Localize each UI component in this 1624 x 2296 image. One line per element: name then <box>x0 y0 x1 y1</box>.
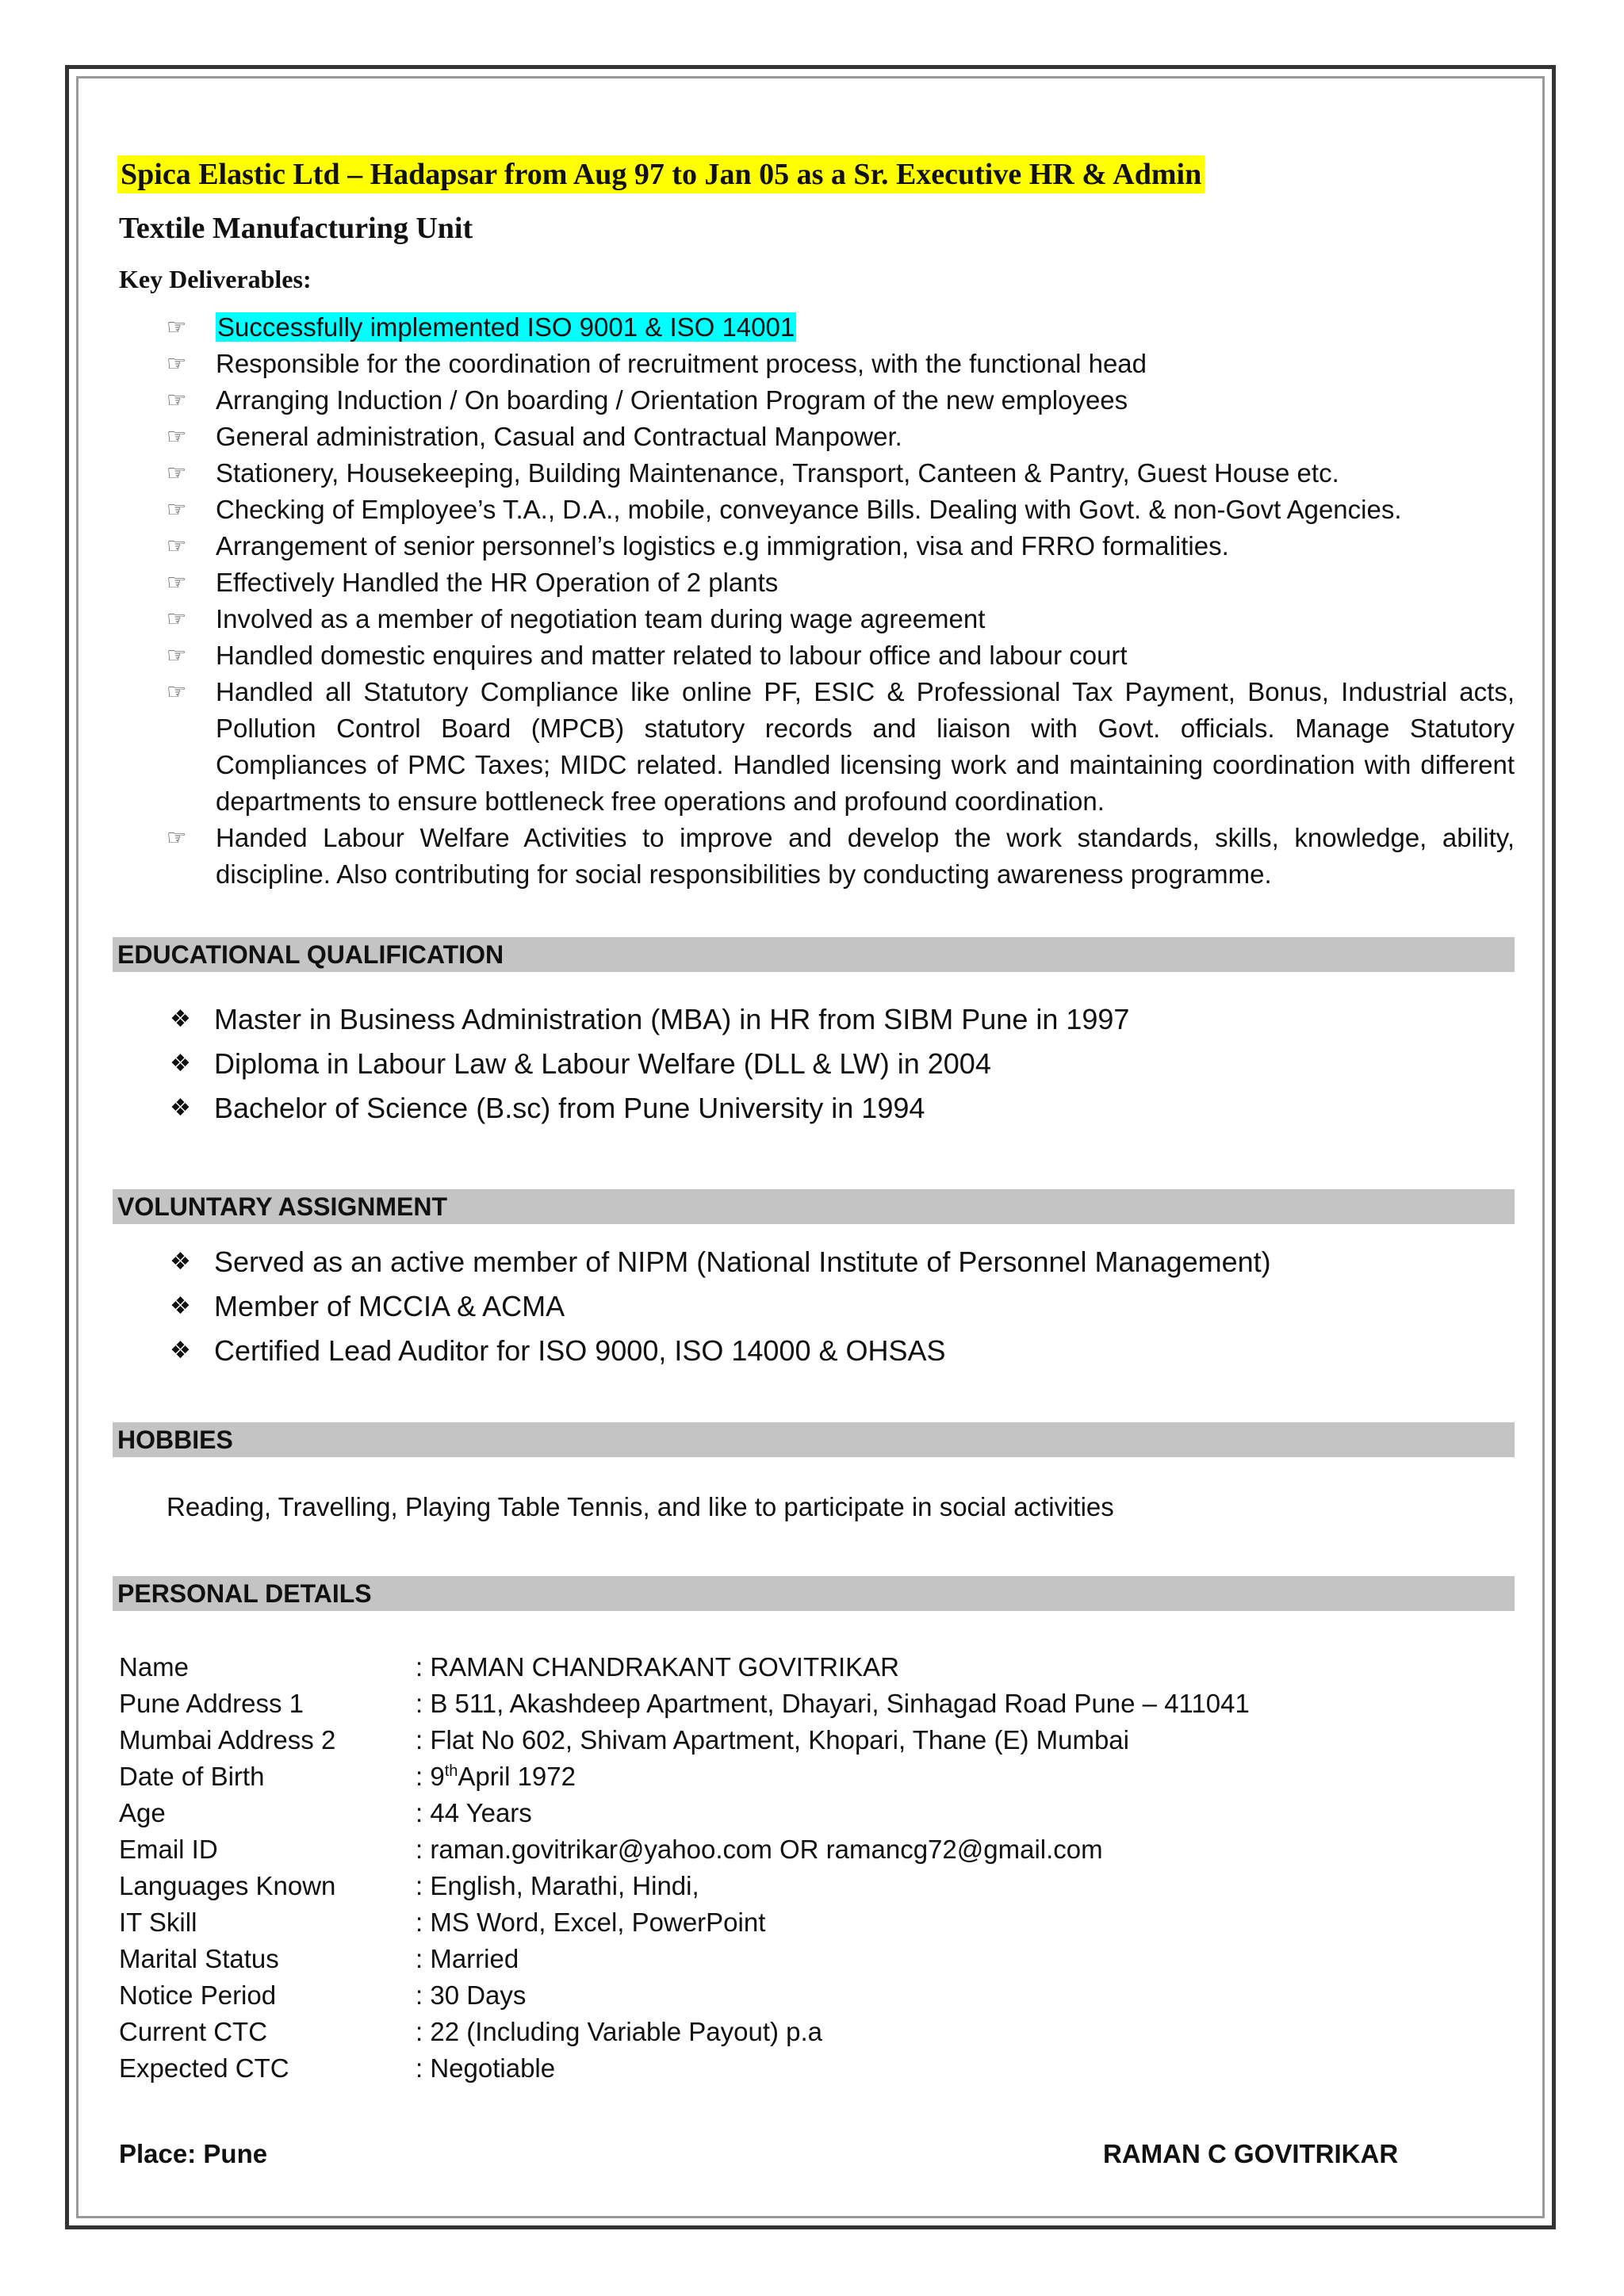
list-item: ☞ Successfully implemented ISO 9001 & ISO 14001 <box>167 309 1515 346</box>
pointing-hand-icon: ☞ <box>167 607 187 631</box>
list-item: ☞ General administration, Casual and Contractual Manpower. <box>167 419 1515 455</box>
resume-page <box>76 76 1545 2218</box>
list-item: ❖ Member of MCCIA & ACMA <box>170 1284 1518 1329</box>
pointing-hand-icon: ☞ <box>167 497 187 522</box>
pointing-hand-icon: ☞ <box>167 825 187 850</box>
list-item: ☞ Handed Labour Welfare Activities to improve and develop the work standards, skills, knowledge, ability, discipline. Also contributing for social responsibilities by conducting awareness programme. <box>167 820 1515 893</box>
pointing-hand-icon: ☞ <box>167 461 187 485</box>
pointing-hand-icon: ☞ <box>167 388 187 412</box>
job-unit: Textile Manufacturing Unit <box>119 212 473 245</box>
education-heading: EDUCATIONAL QUALIFICATION <box>113 937 1515 972</box>
pointing-hand-icon: ☞ <box>167 424 187 449</box>
diamond-bullet-icon: ❖ <box>170 1095 191 1121</box>
pointing-hand-icon: ☞ <box>167 679 187 704</box>
diamond-bullet-icon: ❖ <box>170 1006 191 1032</box>
table-row: IT Skill : MS Word, Excel, PowerPoint <box>119 1908 766 1937</box>
list-item: ☞ Stationery, Housekeeping, Building Maintenance, Transport, Canteen & Pantry, Guest House etc. <box>167 455 1515 492</box>
list-item: ❖ Bachelor of Science (B.sc) from Pune University in 1994 <box>170 1086 1518 1131</box>
table-row: Date of Birth : 9thApril 1972 <box>119 1762 576 1791</box>
voluntary-heading: VOLUNTARY ASSIGNMENT <box>113 1189 1515 1224</box>
pointing-hand-icon: ☞ <box>167 534 187 558</box>
table-row: Languages Known : English, Marathi, Hindi, <box>119 1871 699 1900</box>
table-row: Age : 44 Years <box>119 1798 532 1827</box>
list-item: ☞ Handled domestic enquires and matter related to labour office and labour court <box>167 637 1515 674</box>
diamond-bullet-icon: ❖ <box>170 1337 191 1364</box>
personal-details-heading: PERSONAL DETAILS <box>113 1576 1515 1611</box>
list-item: ☞ Checking of Employee’s T.A., D.A., mobile, conveyance Bills. Dealing with Govt. & non-Govt Agencies. <box>167 492 1515 528</box>
personal-details-table <box>119 1649 1515 2087</box>
pointing-hand-icon: ☞ <box>167 315 187 339</box>
list-item: ❖ Served as an active member of NIPM (National Institute of Personnel Management) <box>170 1240 1518 1284</box>
diamond-bullet-icon: ❖ <box>170 1249 191 1275</box>
table-row: Email ID : raman.govitrikar@yahoo.com OR ramancg72@gmail.com <box>119 1831 1515 1868</box>
signature-name: RAMAN C GOVITRIKAR <box>1103 2139 1399 2168</box>
place-label: Place: Pune <box>119 2139 268 2168</box>
table-row: Pune Address 1 : B 511, Akashdeep Apartment, Dhayari, Sinhagad Road Pune – 411041 <box>119 1689 1250 1718</box>
job-title: Spica Elastic Ltd – Hadapsar from Aug 97 to Jan 05 as a Sr. Executive HR & Admin <box>117 155 1205 193</box>
table-row: Name : RAMAN CHANDRAKANT GOVITRIKAR <box>119 1652 899 1682</box>
list-item: ❖ Diploma in Labour Law & Labour Welfare (DLL & LW) in 2004 <box>170 1042 1518 1086</box>
table-row: Current CTC : 22 (Including Variable Payout) p.a <box>119 2017 823 2046</box>
diamond-bullet-icon: ❖ <box>170 1050 191 1077</box>
pointing-hand-icon: ☞ <box>167 351 187 376</box>
table-row: Expected CTC : Negotiable <box>119 2053 556 2083</box>
deliverables-list <box>167 309 1515 893</box>
list-item: ☞ Effectively Handled the HR Operation of 2 plants <box>167 564 1515 601</box>
list-item: ☞ Involved as a member of negotiation team during wage agreement <box>167 601 1515 637</box>
list-item: ☞ Arrangement of senior personnel’s logistics e.g immigration, visa and FRRO formalities. <box>167 528 1515 564</box>
table-row: Marital Status : Married <box>119 1944 519 1973</box>
education-list <box>170 997 1518 1131</box>
table-row: Notice Period : 30 Days <box>119 1980 527 2010</box>
list-item: ☞ Handled all Statutory Compliance like online PF, ESIC & Professional Tax Payment, Bonus, Industrial acts, Pollution Control Board (MPCB) statutory records and liaison with Govt. officials. Manage Statutory Compliances of PMC Taxes; MIDC related. Handled licensing work and maintaining coordination with different departments to ensure bottleneck free operations and profound coordination. <box>167 674 1515 820</box>
pointing-hand-icon: ☞ <box>167 570 187 595</box>
hobbies-heading: HOBBIES <box>113 1422 1515 1457</box>
list-item: ❖ Master in Business Administration (MBA) in HR from SIBM Pune in 1997 <box>170 997 1518 1042</box>
email-value[interactable]: : raman.govitrikar@yahoo.com OR ramancg72@gmail.com <box>416 1835 1103 1864</box>
table-row: Mumbai Address 2 : Flat No 602, Shivam Apartment, Khopari, Thane (E) Mumbai <box>119 1725 1129 1755</box>
list-item: ❖ Certified Lead Auditor for ISO 9000, ISO 14000 & OHSAS <box>170 1329 1518 1373</box>
hobbies-text: Reading, Travelling, Playing Table Tennis, and like to participate in social activities <box>167 1492 1114 1521</box>
list-item: ☞ Responsible for the coordination of recruitment process, with the functional head <box>167 346 1515 382</box>
diamond-bullet-icon: ❖ <box>170 1293 191 1319</box>
key-deliverables-label: Key Deliverables: <box>119 265 312 293</box>
list-item: ☞ Arranging Induction / On boarding / Orientation Program of the new employees <box>167 382 1515 419</box>
pointing-hand-icon: ☞ <box>167 643 187 668</box>
voluntary-list <box>170 1240 1518 1373</box>
